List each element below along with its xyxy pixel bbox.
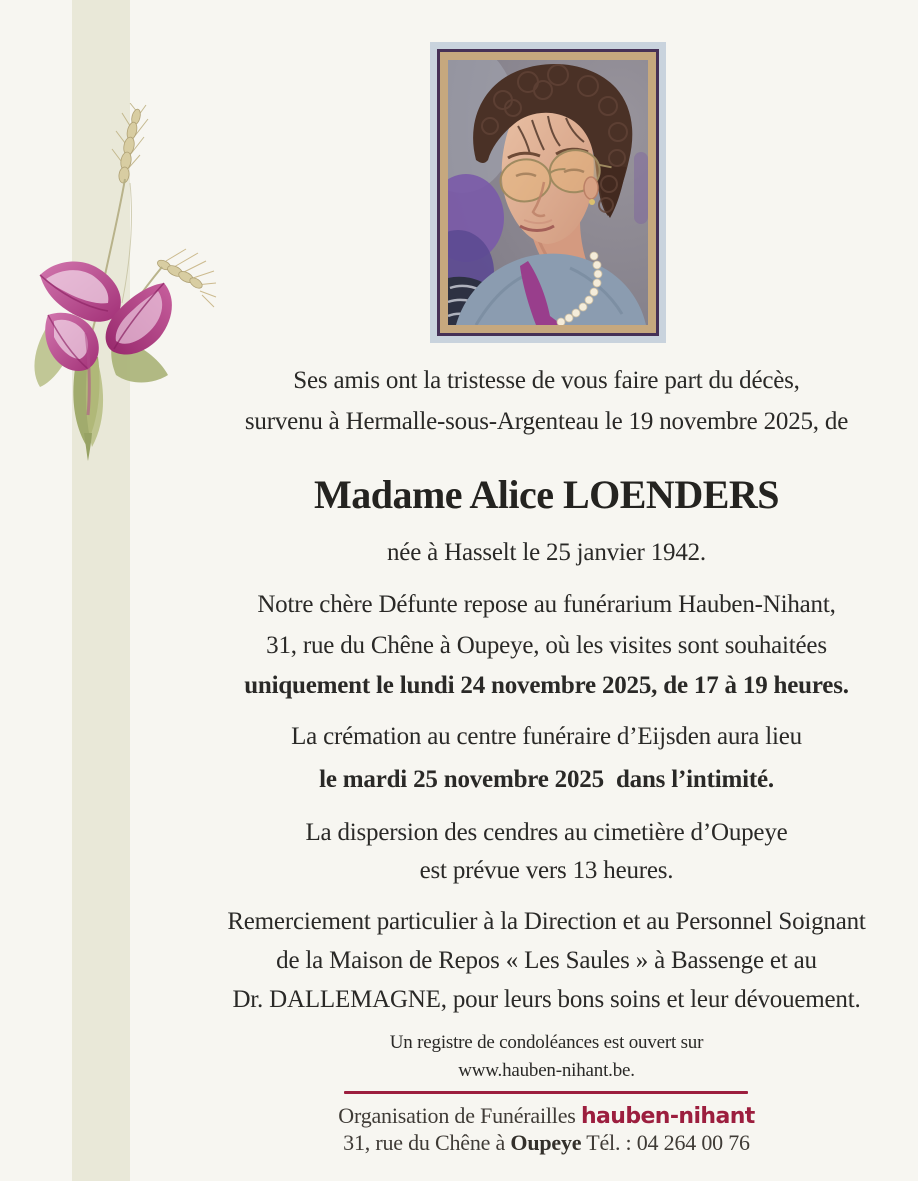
portrait-photo bbox=[448, 60, 648, 325]
thanks-line-3: Dr. DALLEMAGNE, pour leurs bons soins et leur dévouement. bbox=[232, 986, 861, 1013]
dispersion-line-1: La dispersion des cendres au cimetière d’Oupeye bbox=[305, 819, 788, 846]
portrait-frame-inner bbox=[440, 52, 656, 333]
repose-line-2: 31, rue du Chêne à Oupeye, où les visites sont souhaitées bbox=[266, 632, 827, 659]
birth-line: née à Hasselt le 25 janvier 1942. bbox=[387, 539, 706, 566]
footer-address-prefix: 31, rue du Chêne à bbox=[343, 1130, 511, 1155]
register-line-1: Un registre de condoléances est ouvert sur bbox=[389, 1032, 704, 1053]
thanks-line-1: Remerciement particulier à la Direction et au Personnel Soignant bbox=[227, 908, 866, 935]
portrait-frame-mid bbox=[437, 49, 659, 336]
deceased-name: Madame Alice LOENDERS bbox=[313, 472, 780, 517]
register-line-2: www.hauben-nihant.be. bbox=[458, 1060, 635, 1081]
cremation-line: La crémation au centre funéraire d’Eijsden aura lieu bbox=[291, 723, 802, 750]
footer-address-phone: Tél. : 04 264 00 76 bbox=[581, 1130, 750, 1155]
footer-org-label: Organisation de Funérailles bbox=[338, 1103, 576, 1128]
cremation-line-bold: le mardi 25 novembre 2025 dans l’intimité. bbox=[319, 766, 774, 793]
footer-address-city: Oupeye bbox=[510, 1130, 582, 1155]
intro-line-2: survenu à Hermalle-sous-Argenteau le 19 novembre 2025, de bbox=[244, 408, 849, 435]
footer-divider bbox=[344, 1091, 748, 1094]
intro-line-1: Ses amis ont la tristesse de vous faire part du décès, bbox=[293, 367, 800, 394]
footer-address-line bbox=[175, 1130, 918, 1156]
funeral-home-logo: hauben-nihant bbox=[580, 1104, 755, 1129]
visits-line-bold: uniquement le lundi 24 novembre 2025, de 17 à 19 heures. bbox=[244, 672, 849, 699]
repose-line-1: Notre chère Défunte repose au funérarium Hauben-Nihant, bbox=[257, 591, 836, 618]
dispersion-line-2: est prévue vers 13 heures. bbox=[419, 857, 674, 884]
footer-organisation-line bbox=[175, 1103, 918, 1130]
thanks-line-2: de la Maison de Repos « Les Saules » à Bassenge et au bbox=[276, 947, 817, 974]
portrait-photo-frame bbox=[430, 42, 666, 343]
